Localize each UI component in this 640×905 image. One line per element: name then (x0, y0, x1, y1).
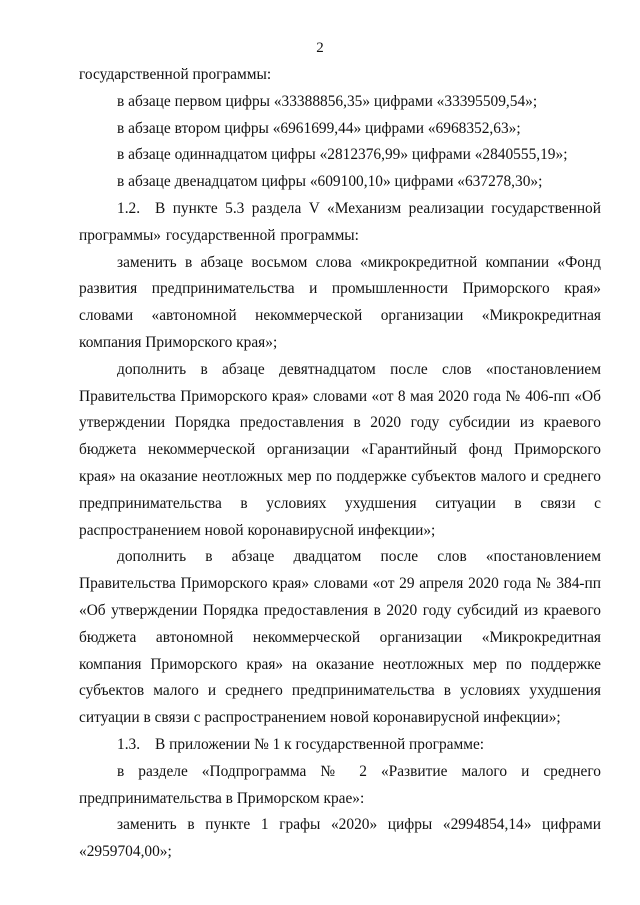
paragraph-twelfth-abzac-change: в абзаце двенадцатом цифры «609100,10» цифрами «637278,30»; (117, 173, 543, 191)
paragraph-eleventh-abzac-change: в абзаце одиннадцатом цифры «2812376,99» цифрами «2840555,19»; (117, 146, 568, 164)
item-number-1-2: 1.2. (117, 199, 141, 217)
paragraph-supplement-19: дополнить в абзаце девятнадцатом после слов «постановлением Правительства Приморского края» словами «от 8 мая 2020 года № 406-пп «Об утверждении Порядка предоставления в 2020 году субсидии из краевого бюджета некоммерческой организации «Гарантийный фонд Приморского края» на оказание неотложных мер по поддержке субъектов малого и среднего предпринимательства в условиях ухудшения ситуации в связи с распространением новой коронавирусной инфекции»; (79, 360, 601, 539)
paragraph-item-1-2 (79, 196, 601, 250)
paragraph-subprogram-2: в разделе «Подпрограмма № 2 «Развитие малого и среднего предпринимательства в Приморском крае»: (79, 762, 601, 807)
document-body (79, 62, 601, 866)
item-1-3-text: В приложении № 1 к государственной программе: (155, 735, 485, 753)
paragraph-second-abzac-change: в абзаце втором цифры «6961699,44» цифрами «6968352,63»; (117, 119, 521, 137)
paragraph-supplement-20: дополнить в абзаце двадцатом после слов «постановлением Правительства Приморского края» словами «от 29 апреля 2020 года № 384-пп «Об утверждении Порядка предоставления в 2020 году субсидий из краевого бюджета автономной некоммерческой организации «Микрокредитная компания Приморского края» на оказание неотложных мер по поддержке субъектов малого и среднего предпринимательства в условиях ухудшения ситуации в связи с распространением новой коронавирусной инфекции»; (79, 548, 601, 727)
item-number-1-3: 1.3. (117, 735, 141, 753)
paragraph-replace-figures: заменить в пункте 1 графы «2020» цифры «2994854,14» цифрами «2959704,00»; (79, 816, 601, 861)
paragraph-replace-words: заменить в абзаце восьмом слова «микрокредитной компании «Фонд развития предпринимательства и промышленности Приморского края» словами «автономной некоммерческой организации «Микрокредитная компания Приморского края»; (79, 253, 601, 351)
paragraph-first-abzac-change: в абзаце первом цифры «33388856,35» цифрами «33395509,54»; (117, 92, 538, 110)
page-number: 2 (316, 40, 324, 56)
paragraph-item-1-3 (79, 732, 601, 759)
item-1-2-text: В пункте 5.3 раздела V «Механизм реализации государственной программы» государственной программы: (79, 199, 601, 244)
paragraph-continuation: государственной программы: (79, 66, 272, 83)
